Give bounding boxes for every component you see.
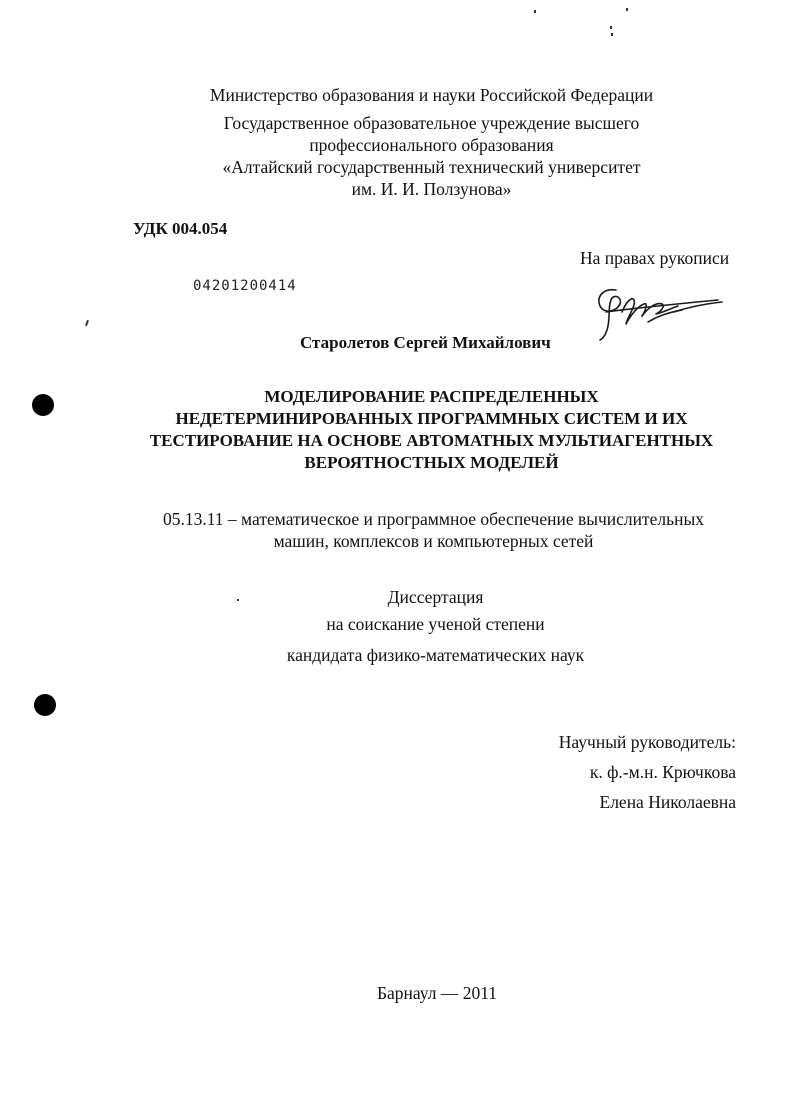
supervisor-name: к. ф.-м.н. Крючкова xyxy=(589,762,736,782)
institution-line: профессионального образования xyxy=(309,135,554,155)
place-and-year: Барнаул — 2011 xyxy=(376,983,498,1003)
institution-line: «Алтайский государственный технический университет xyxy=(222,157,641,177)
punch-hole xyxy=(34,694,56,716)
supervisor-block xyxy=(559,727,736,817)
supervisor-label: Научный руководитель: xyxy=(558,732,736,752)
title-line: ТЕСТИРОВАНИЕ НА ОСНОВЕ АВТОМАТНЫХ МУЛЬТИАГЕНТНЫХ xyxy=(149,431,714,450)
udk-code: УДК 004.054 xyxy=(133,219,228,238)
title-line: МОДЕЛИРОВАНИЕ РАСПРЕДЕЛЕННЫХ xyxy=(264,387,599,406)
dissertation-title xyxy=(32,386,799,474)
signature xyxy=(586,282,726,344)
title-line: НЕДЕТЕРМИНИРОВАННЫХ ПРОГРАММНЫХ СИСТЕМ И ИХ xyxy=(175,409,688,428)
dissertation-type: Диссертация xyxy=(387,587,484,607)
scan-speck xyxy=(610,26,612,29)
institution-line: Государственное образовательное учреждение высшего xyxy=(223,113,640,133)
archive-code: 04201200414 xyxy=(193,278,297,294)
institution-line: им. И. И. Ползунова» xyxy=(351,179,512,199)
scan-speck xyxy=(534,10,536,13)
dissertation-purpose: на соискание ученой степени xyxy=(326,614,545,634)
manuscript-note: На правах рукописи xyxy=(580,248,730,268)
author-name: Старолетов Сергей Михайлович xyxy=(300,333,551,352)
specialty-line: машин, комплексов и компьютерных сетей xyxy=(273,531,594,551)
scan-speck xyxy=(626,8,628,11)
specialty xyxy=(34,508,799,552)
institution-name xyxy=(32,112,799,200)
scan-speck xyxy=(85,320,89,326)
specialty-line: 05.13.11 – математическое и программное обеспечение вычислительных xyxy=(162,509,705,529)
ministry-name xyxy=(32,84,799,106)
supervisor-name: Елена Николаевна xyxy=(599,792,736,812)
ministry-line: Министерство образования и науки Российской Федерации xyxy=(209,85,654,105)
scan-speck xyxy=(611,33,613,36)
dissertation-degree: кандидата физико-математических наук xyxy=(286,645,585,665)
title-line: ВЕРОЯТНОСТНЫХ МОДЕЛЕЙ xyxy=(304,453,559,472)
